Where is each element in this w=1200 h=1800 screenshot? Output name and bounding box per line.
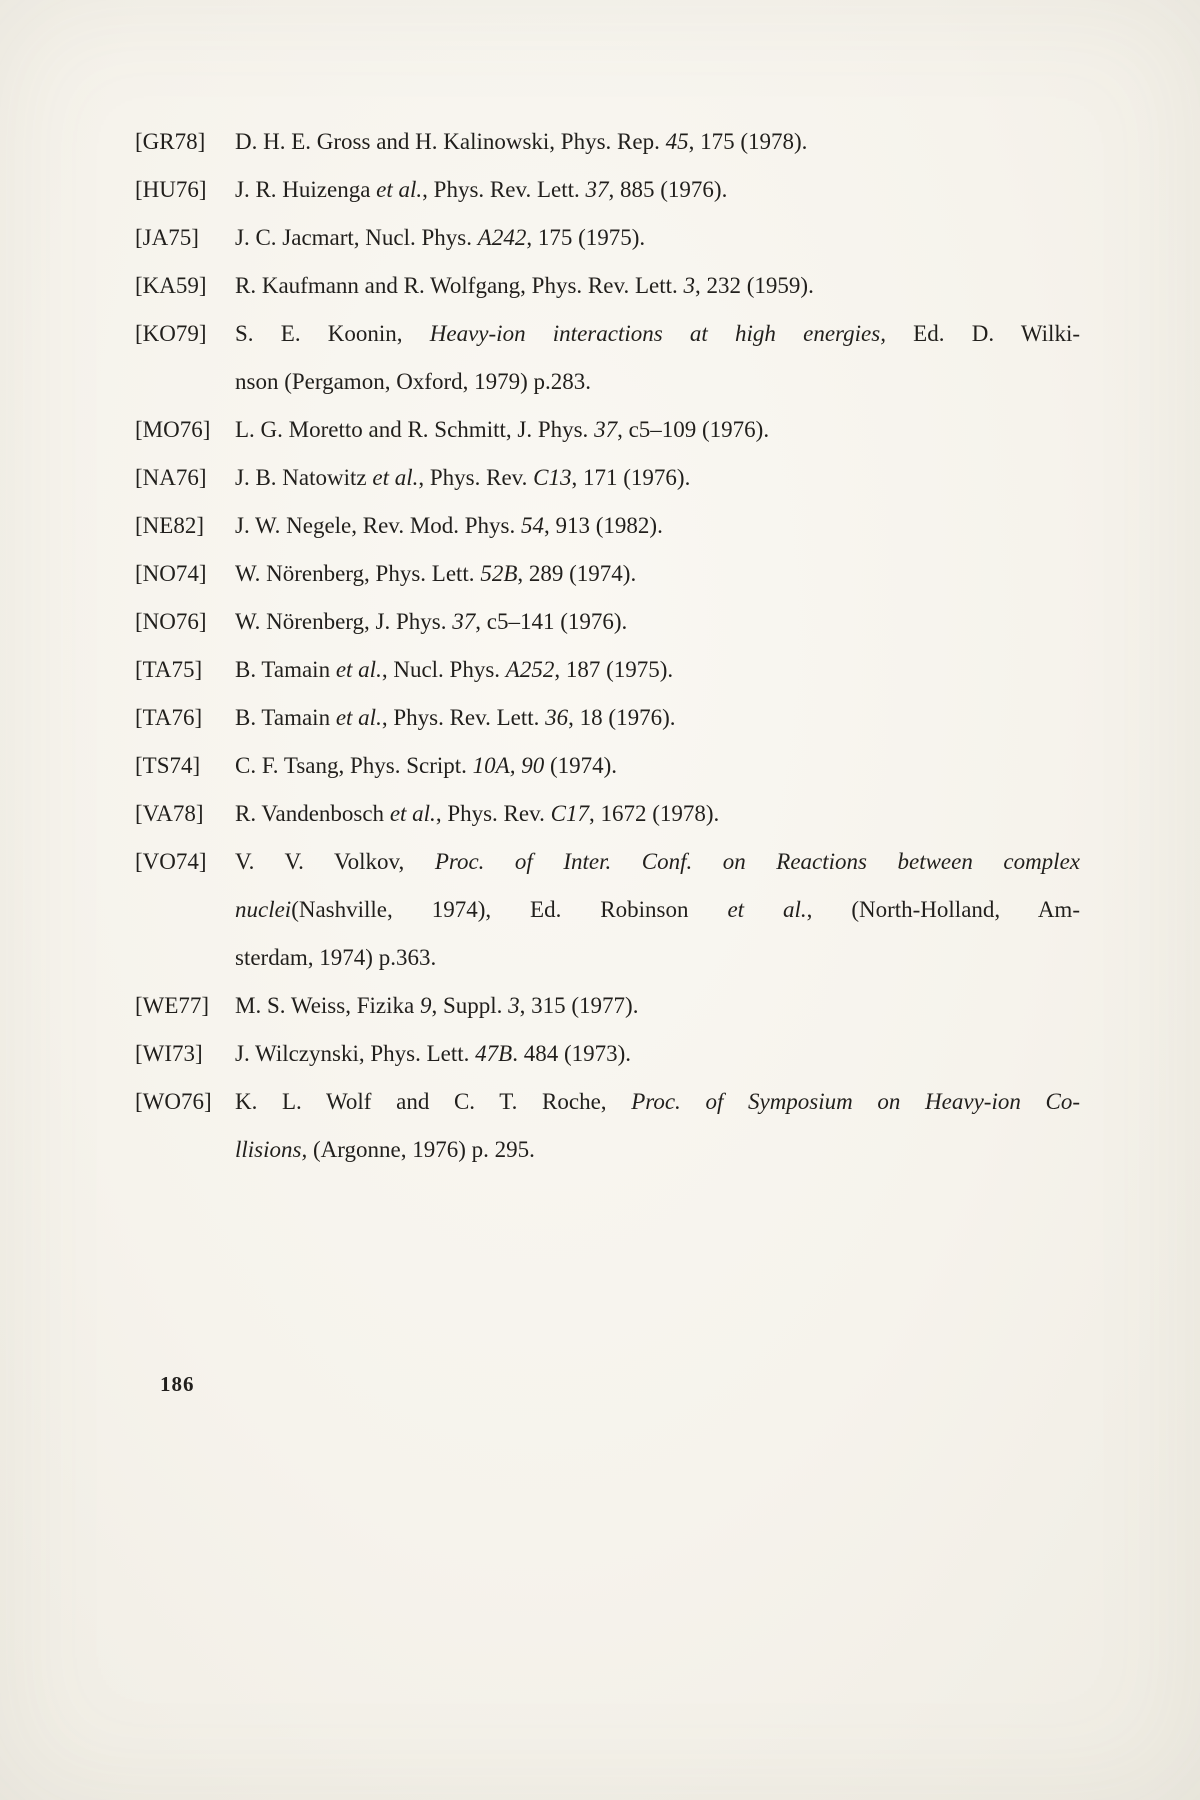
reference-line: K. L. Wolf and C. T. Roche, Proc. of Symposium on Heavy-ion Co- xyxy=(235,1089,1080,1114)
reference-entry xyxy=(135,214,1080,262)
reference-label: [WI73] xyxy=(135,1041,203,1066)
reference-entry xyxy=(135,262,1080,310)
reference-entry xyxy=(135,550,1080,598)
reference-entry xyxy=(135,598,1080,646)
reference-entry xyxy=(135,1078,1080,1174)
reference-label: [KA59] xyxy=(135,273,207,298)
reference-entry xyxy=(135,166,1080,214)
reference-entry xyxy=(135,118,1080,166)
reference-line: nson (Pergamon, Oxford, 1979) p.283. xyxy=(235,369,592,394)
reference-text xyxy=(235,742,1080,790)
reference-entry xyxy=(135,310,1080,406)
reference-entry xyxy=(135,502,1080,550)
reference-text xyxy=(235,502,1080,550)
page-number: 186 xyxy=(160,1372,195,1396)
reference-entry xyxy=(135,838,1080,982)
reference-label: [NA76] xyxy=(135,465,207,490)
reference-line: J. Wilczynski, Phys. Lett. 47B. 484 (1973). xyxy=(235,1041,632,1066)
reference-text xyxy=(235,550,1080,598)
reference-label: [HU76] xyxy=(135,177,207,202)
reference-line: B. Tamain et al., Nucl. Phys. A252, 187 (1975). xyxy=(235,657,674,682)
reference-label: [NO74] xyxy=(135,561,207,586)
reference-label: [VO74] xyxy=(135,849,207,874)
reference-text xyxy=(235,982,1080,1030)
reference-line: nuclei(Nashville, 1974), Ed. Robinson et al., (North-Holland, Am- xyxy=(235,897,1080,922)
reference-line: llisions, (Argonne, 1976) p. 295. xyxy=(235,1137,535,1162)
reference-text xyxy=(235,214,1080,262)
reference-text xyxy=(235,1078,1080,1174)
reference-line: J. R. Huizenga et al., Phys. Rev. Lett. 37, 885 (1976). xyxy=(235,177,728,202)
reference-line: J. B. Natowitz et al., Phys. Rev. C13, 171 (1976). xyxy=(235,465,691,490)
reference-text xyxy=(235,646,1080,694)
reference-text xyxy=(235,838,1080,982)
reference-label: [KO79] xyxy=(135,321,207,346)
reference-label: [WE77] xyxy=(135,993,210,1018)
reference-line: D. H. E. Gross and H. Kalinowski, Phys. Rep. 45, 175 (1978). xyxy=(235,129,808,154)
reference-line: M. S. Weiss, Fizika 9, Suppl. 3, 315 (1977). xyxy=(235,993,639,1018)
reference-line: S. E. Koonin, Heavy-ion interactions at high energies, Ed. D. Wilki- xyxy=(235,321,1080,346)
reference-label: [TA76] xyxy=(135,705,203,730)
reference-line: V. V. Volkov, Proc. of Inter. Conf. on Reactions between complex xyxy=(235,849,1080,874)
reference-line: J. W. Negele, Rev. Mod. Phys. 54, 913 (1982). xyxy=(235,513,663,538)
reference-entry xyxy=(135,646,1080,694)
reference-line: W. Nörenberg, J. Phys. 37, c5–141 (1976). xyxy=(235,609,628,634)
reference-label: [GR78] xyxy=(135,129,206,154)
reference-text xyxy=(235,406,1080,454)
reference-label: [WO76] xyxy=(135,1089,212,1114)
reference-line: R. Kaufmann and R. Wolfgang, Phys. Rev. Lett. 3, 232 (1959). xyxy=(235,273,814,298)
reference-text xyxy=(235,262,1080,310)
reference-label: [TS74] xyxy=(135,753,201,778)
reference-line: J. C. Jacmart, Nucl. Phys. A242, 175 (1975). xyxy=(235,225,646,250)
reference-label: [VA78] xyxy=(135,801,204,826)
reference-label: [TA75] xyxy=(135,657,203,682)
reference-line: C. F. Tsang, Phys. Script. 10A, 90 (1974). xyxy=(235,753,618,778)
reference-entry xyxy=(135,742,1080,790)
reference-text xyxy=(235,454,1080,502)
reference-text xyxy=(235,166,1080,214)
reference-entry xyxy=(135,406,1080,454)
reference-text xyxy=(235,598,1080,646)
reference-line: L. G. Moretto and R. Schmitt, J. Phys. 37, c5–109 (1976). xyxy=(235,417,770,442)
reference-entry xyxy=(135,982,1080,1030)
reference-line: sterdam, 1974) p.363. xyxy=(235,945,437,970)
reference-text xyxy=(235,790,1080,838)
reference-text xyxy=(235,310,1080,406)
reference-label: [MO76] xyxy=(135,417,211,442)
reference-entry xyxy=(135,790,1080,838)
reference-list xyxy=(135,118,1080,1174)
reference-entry xyxy=(135,1030,1080,1078)
reference-entry xyxy=(135,694,1080,742)
reference-label: [NO76] xyxy=(135,609,207,634)
reference-text xyxy=(235,694,1080,742)
reference-label: [NE82] xyxy=(135,513,204,538)
reference-text xyxy=(235,118,1080,166)
reference-entry xyxy=(135,454,1080,502)
reference-line: R. Vandenbosch et al., Phys. Rev. C17, 1672 (1978). xyxy=(235,801,720,826)
reference-line: W. Nörenberg, Phys. Lett. 52B, 289 (1974). xyxy=(235,561,637,586)
reference-label: [JA75] xyxy=(135,225,199,250)
reference-line: B. Tamain et al., Phys. Rev. Lett. 36, 18 (1976). xyxy=(235,705,676,730)
reference-text xyxy=(235,1030,1080,1078)
